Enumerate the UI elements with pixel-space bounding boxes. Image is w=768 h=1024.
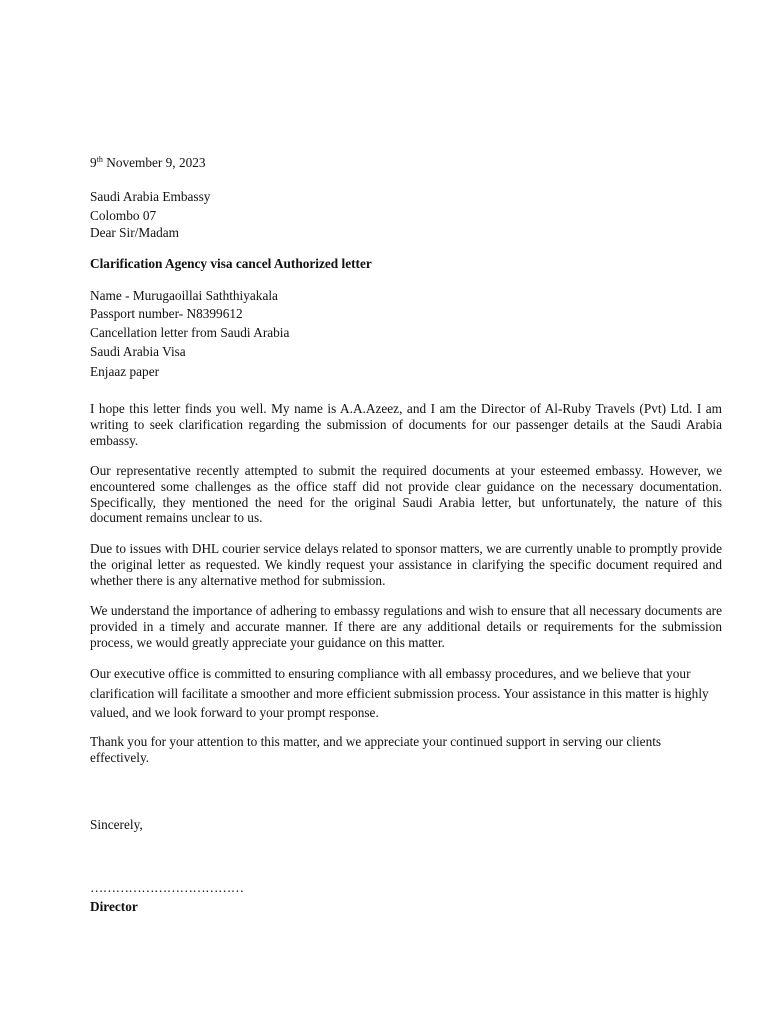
closing: Sincerely, <box>90 817 143 832</box>
date-rest: November 9, 2023 <box>102 155 206 170</box>
body-paragraph-intro: I hope this letter finds you well. My name is A.A.Azeez, and I am the Director of Al-Ruby Travels (Pvt) Ltd. I am writing to seek clarification regarding the submission of documents for our passenger details at the Saudi Arabia embassy. <box>90 401 722 448</box>
detail-passport: Passport number- N8399612 <box>90 306 243 321</box>
signature-line: ……………………………… <box>90 880 244 895</box>
recipient-city: Colombo 07 <box>90 208 157 223</box>
body-paragraph-thanks: Thank you for your attention to this matter, and we appreciate your continued support in serving our clients effectively. <box>90 734 662 765</box>
detail-cancellation: Cancellation letter from Saudi Arabia <box>90 325 290 340</box>
detail-visa: Saudi Arabia Visa <box>90 344 186 359</box>
body-paragraph-representative: Our representative recently attempted to submit the required documents at your esteemed embassy. However, we encountered some challenges as the office staff did not provide clear guidance on the necessary documentation. Specifically, they mentioned the need for the original Saudi Arabia letter, but unfortunately, the nature of this document remains unclear to us. <box>90 463 722 526</box>
detail-enjaaz: Enjaaz paper <box>90 364 160 379</box>
signatory-title: Director <box>90 899 138 914</box>
body-paragraph-compliance: Our executive office is committed to ensuring compliance with all embassy procedures, and we believe that your clarification will facilitate a smoother and more efficient submission process. Your assistance in this matter is highly valued, and we look forward to your prompt response. <box>90 666 709 720</box>
body-paragraph-dhl: Due to issues with DHL courier service delays related to sponsor matters, we are currently unable to promptly provide the original letter as requested. We kindly request your assistance in clarifying the specific document required and whether there is any alternative method for submission. <box>90 541 722 588</box>
detail-name: Name - Murugaoillai Saththiyakala <box>90 288 278 303</box>
body-paragraph-regulations: We understand the importance of adhering to embassy regulations and wish to ensure that all necessary documents are provided in a timely and accurate manner. If there are any additional details or requirements for the submission process, we would greatly appreciate your guidance on this matter. <box>90 603 722 650</box>
date-day-number: 9 <box>90 155 97 170</box>
subject-line: Clarification Agency visa cancel Authorized letter <box>90 256 372 271</box>
recipient-name: Saudi Arabia Embassy <box>90 189 211 204</box>
letter-date <box>90 155 206 171</box>
date-day-suffix: th <box>96 155 103 164</box>
salutation: Dear Sir/Madam <box>90 225 179 240</box>
